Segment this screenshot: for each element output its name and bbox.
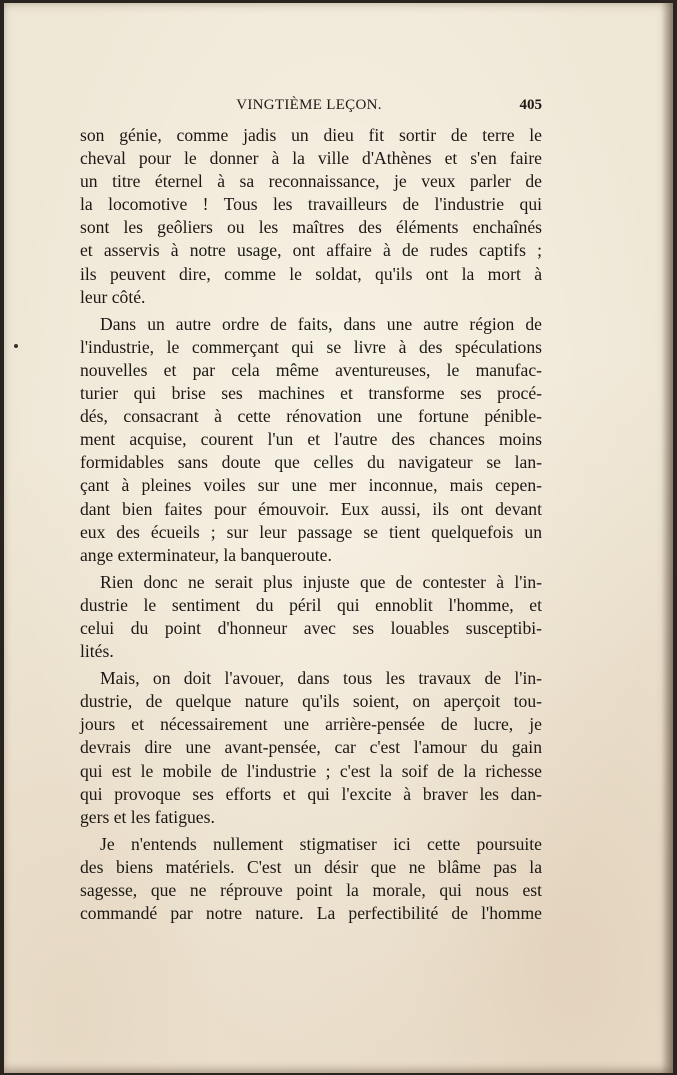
text-line: un titre éternel à sa reconnaissance, je veux parler de — [80, 171, 542, 192]
text-line: ils peuvent dire, comme le soldat, qu'ils ont la mort à — [80, 263, 542, 284]
text-line: turier qui brise ses machines et transforme ses procé- — [80, 383, 542, 404]
text-line: çant à pleines voiles sur une mer inconnue, mais cepen- — [80, 475, 542, 496]
text-line: dés, consacrant à cette rénovation une fortune pénible- — [80, 406, 542, 427]
text-line: dant bien faites pour émouvoir. Eux aussi, ils ont devant — [80, 498, 542, 519]
paragraph-5 — [80, 833, 542, 925]
text-line: sagesse, que ne réprouve point la morale, qui nous est — [80, 880, 542, 900]
text-line: la locomotive ! Tous les travailleurs de l'industrie qui — [80, 194, 542, 215]
text-line: l'industrie, le commerçant qui se livre à des spéculations — [80, 336, 542, 357]
page-gutter-shadow — [661, 3, 673, 1073]
text-line: qui provoque ses efforts et qui l'excite à braver les dan- — [80, 783, 542, 804]
paragraph-1 — [80, 124, 542, 309]
body-text — [80, 124, 542, 929]
page-header — [76, 97, 542, 117]
text-line: leur côté. — [80, 286, 146, 307]
text-line: Je n'entends nullement stigmatiser ici cette poursuite — [100, 833, 542, 854]
text-line: eux des écueils ; sur leur passage se tient quelquefois un — [80, 521, 542, 542]
text-line: devrais dire une avant-pensée, car c'est l'amour du gain — [80, 737, 542, 758]
text-line: lités. — [80, 641, 114, 662]
text-line: cheval pour le donner à la ville d'Athènes et s'en faire — [80, 148, 542, 169]
text-line: dustrie le sentiment du péril qui ennoblit l'homme, et — [80, 594, 542, 615]
text-line: son génie, comme jadis un dieu fit sortir de terre le — [80, 125, 542, 145]
text-line: formidables sans doute que celles du navigateur se lan- — [80, 452, 542, 473]
text-line: des biens matériels. C'est un désir que ne blâme pas la — [80, 856, 542, 877]
text-line: Mais, on doit l'avouer, dans tous les travaux de l'in- — [100, 668, 542, 689]
text-line: celui du point d'honneur avec ses louables susceptibi- — [80, 617, 542, 638]
text-line: ment acquise, courent l'un et l'autre des chances moins — [80, 429, 542, 450]
text-line: jours et nécessairement une arrière-pensée de lucre, je — [80, 714, 542, 735]
page-number: 405 — [519, 97, 542, 113]
text-line: dustrie, de quelque nature qu'ils soient, on aperçoit tou- — [80, 691, 542, 712]
text-line: qui est le mobile de l'industrie ; c'est la soif de la richesse — [80, 760, 542, 781]
running-head: VINGTIÈME LEÇON. — [236, 97, 382, 113]
text-line: Rien donc ne serait plus injuste que de contester à l'in- — [100, 571, 542, 592]
paragraph-2 — [80, 313, 542, 567]
text-line: sont les geôliers ou les maîtres des éléments enchaînés — [80, 217, 542, 238]
text-line: commandé par notre nature. La perfectibilité de l'homme — [80, 903, 542, 924]
text-line: gers et les fatigues. — [80, 806, 215, 827]
text-line: ange exterminateur, la banqueroute. — [80, 544, 332, 565]
paragraph-3 — [80, 571, 542, 663]
text-line: et asservis à notre usage, ont affaire à de rudes captifs ; — [80, 240, 542, 261]
ink-speck — [14, 344, 18, 348]
paragraph-4 — [80, 667, 542, 829]
text-line: nouvelles et par cela même aventureuses, le manufac- — [80, 359, 542, 380]
text-line: Dans un autre ordre de faits, dans une autre région de — [100, 313, 542, 334]
